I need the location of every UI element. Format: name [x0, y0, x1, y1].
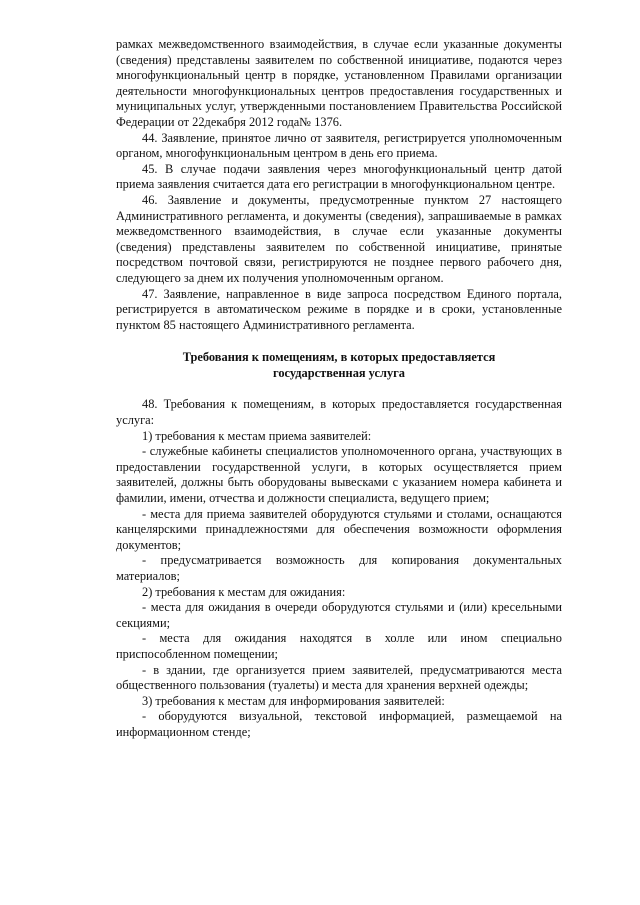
paragraph-continuation: рамках межведомственного взаимодействия, в случае если указанные документы (сведения) представлены заявителем по собственной инициативе, подаются через многофункциональный центр в порядке, установленном Правилами организации деятельности многофункциональных центров предоставления государственных и муниципальных услуг, утвержденными постановлением Правительства Российской Федерации от 22декабря 2012 года№ 1376.	[116, 37, 562, 129]
list-item-1-heading: 1) требования к местам приема заявителей:	[142, 428, 372, 443]
spacer	[116, 381, 562, 397]
list-item: - оборудуются визуальной, текстовой информацией, размещаемой на информационном стенде;	[116, 709, 562, 739]
list-item: - в здании, где организуется прием заявителей, предусматриваются места общественного пользования (туалеты) и места для хранения верхней одежды;	[116, 662, 562, 693]
spacer	[116, 333, 562, 350]
list-item: - места для ожидания находятся в холле или ином специально приспособленном помещении;	[116, 631, 562, 661]
list-item: - предусматривается возможность для копирования документальных материалов;	[116, 553, 562, 583]
paragraph-45: 45. В случае подачи заявления через многофункциональный центр датой приема заявления считается дата его регистрации в многофункциональном центре.	[116, 161, 562, 192]
paragraph-48: 48. Требования к помещениям, в которых предоставляется государственная услуга:	[116, 397, 562, 428]
section-heading: Требования к помещениям, в которых предоставляется государственная услуга	[182, 350, 496, 380]
list-item: - места для ожидания в очереди оборудуются стульями и (или) кресельными секциями;	[116, 600, 562, 630]
list-item: - служебные кабинеты специалистов уполномоченного органа, участвующих в предоставлении государственной услуги, в которых осуществляется прием заявителей, должны быть оборудованы вывесками с указанием номера кабинета и фамилии, имени, отчества и должности специалиста, ведущего прием;	[116, 444, 562, 506]
list-item-3-heading: 3) требования к местам для информирования заявителей:	[142, 693, 445, 708]
paragraph-46: 46. Заявление и документы, предусмотренные пунктом 27 настоящего Административного регламента, и документы (сведения), запрашиваемые в рамках межведомственного взаимодействия, в случае если указанные документы (сведения) представлены заявителем по собственной инициативе, принятые посредством почтовой связи, регистрируются не позднее первого рабочего дня, следующего за днем их получения уполномоченным органом.	[116, 192, 562, 285]
list-item: - места для приема заявителей оборудуются стульями и столами, оснащаются канцелярскими принадлежностями для обеспечения возможности оформления документов;	[116, 506, 562, 552]
list-item-2-heading: 2) требования к местам для ожидания:	[142, 584, 346, 599]
paragraph-47: 47. Заявление, направленное в виде запроса посредством Единого портала, регистрируется в автоматическом режиме в порядке и в сроки, установленные пунктом 85 настоящего Административного регламента.	[116, 286, 562, 332]
document-body	[116, 37, 562, 741]
paragraph-44: 44. Заявление, принятое лично от заявителя, регистрируется уполномоченным органом, многофункциональным центром в день его приема.	[116, 130, 562, 161]
